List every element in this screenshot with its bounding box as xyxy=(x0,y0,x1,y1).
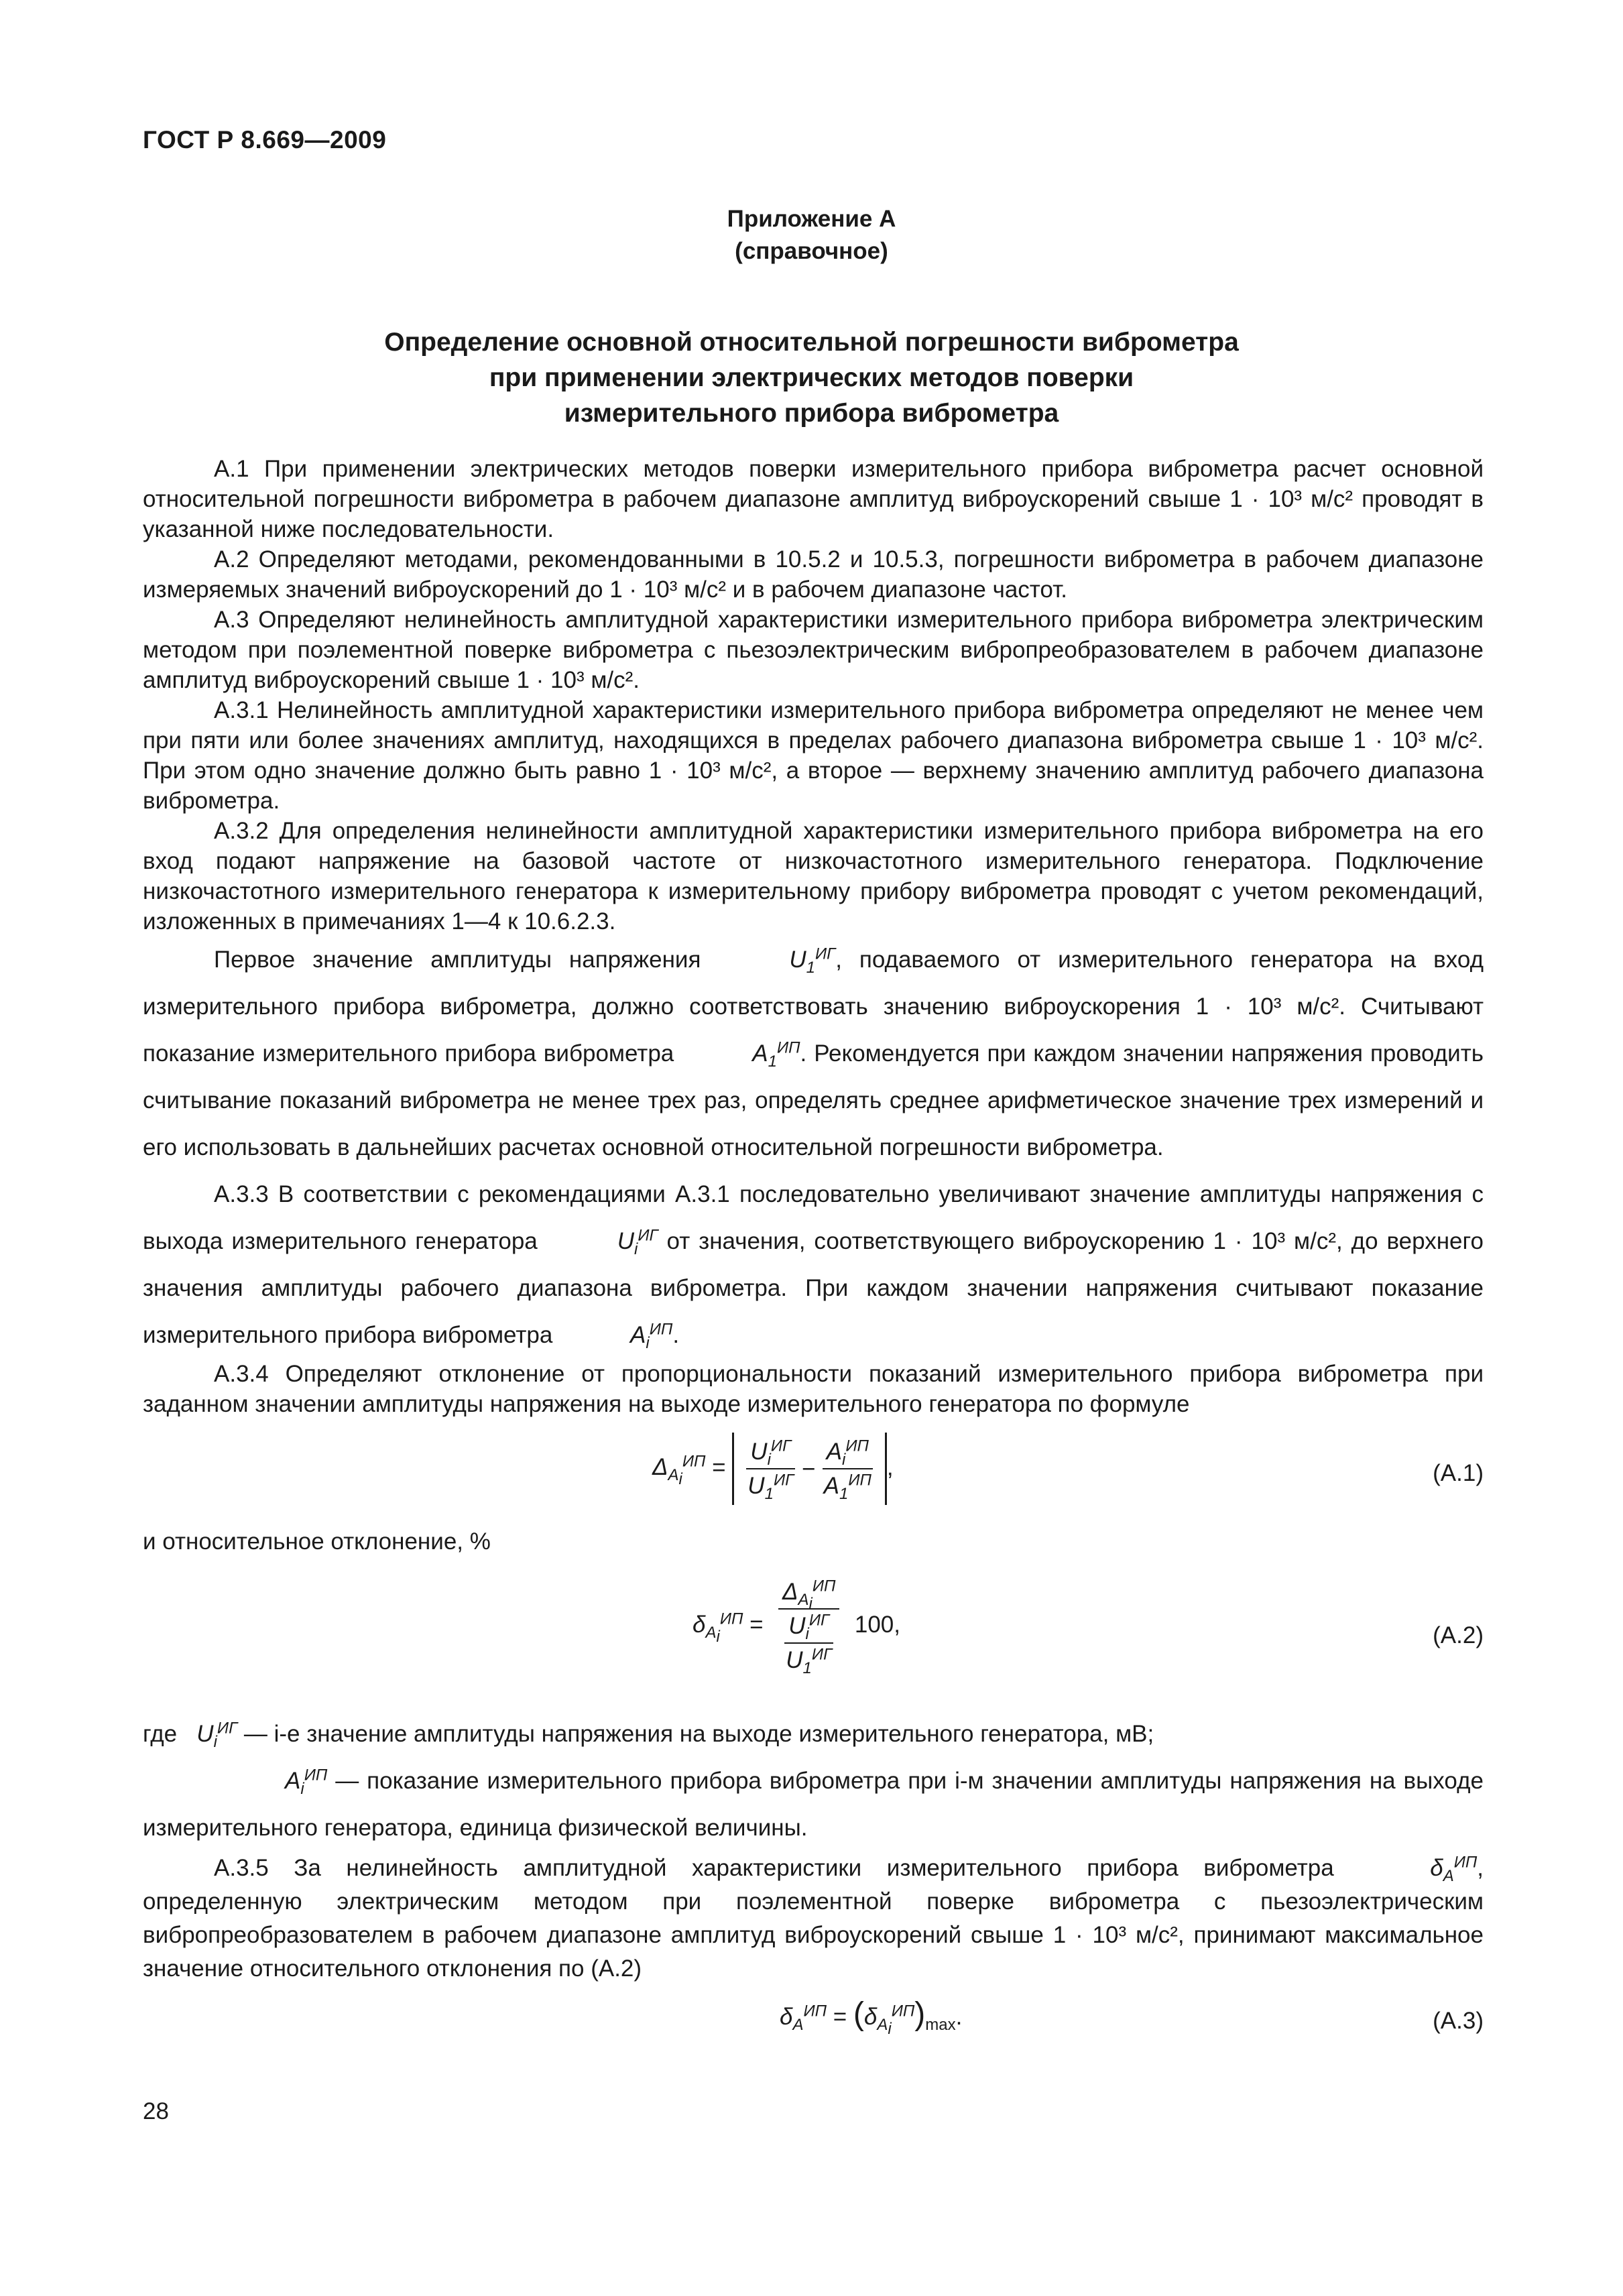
paragraph-a3-5: А.3.5 За нелинейность амплитудной характеристики измерительного прибора виброметра $\delta_A^{ИП}$, определенную электрическим методом при поэлементной поверке виброметра с пьезоэлектрическим вибропреобразователем в рабочем диапазоне амплитуд виброускорений свыше 1 · 10³ м/с², принимают максимальное значение относительного отклонения по (А.2) xyxy=(143,1853,1484,1982)
formula-a2-number: (А.2) xyxy=(1433,1622,1484,1648)
text-segment: от значения, соответствующего виброускорению 1 · 10³ м/с², до верхнего значения амплитуды рабочего диапазона виброметра. При каждом значении напряжения считывают показание измерительного прибора виброметра xyxy=(143,1228,1484,1348)
formula-a2 xyxy=(143,1557,1484,1711)
formula-a3 xyxy=(143,1986,1484,2059)
symbol-ai: $A_i^{ИП}$ xyxy=(630,1320,673,1352)
annex-line-1: Приложение А xyxy=(727,206,896,232)
formula-a3-number: (А.3) xyxy=(1433,2008,1484,2034)
where-row-1: где $U_i^{ИГ}$ — i-е значение амплитуды напряжения на выходе измерительного генератора, мВ; xyxy=(143,1719,1154,1751)
paragraph-a2: А.2 Определяют методами, рекомендованными в 10.5.2 и 10.5.3, погрешности виброметра в рабочем диапазоне измеряемых значений виброускорений до 1 · 10³ м/с² и в рабочем диапазоне частот. xyxy=(143,546,1484,603)
paragraph-a3-3: А.3.3 В соответствии с рекомендациями А.3.1 последовательно увеличивают значение амплитуды напряжения с выхода измерительного генератора $U_i^{ИГ}$ от значения, соответствующего виброускорению 1 · 10³ м/с², до верхнего значения амплитуды рабочего диапазона виброметра. При каждом значении напряжения считывают показание измерительного прибора виброметра $A_i^{ИП}$. xyxy=(143,1171,1484,1359)
paragraph-first-value xyxy=(143,936,1484,1171)
where-row-2: $A_i^{ИП}$ — показание измерительного прибора виброметра при i-м значении амплитуды напряжения на выходе измерительного генератора, единица физической величины. xyxy=(143,1766,1484,1841)
annex-line-2: (справочное) xyxy=(735,238,888,264)
paragraph-relative: и относительное отклонение, % xyxy=(143,1528,491,1555)
body-text xyxy=(143,454,1484,2059)
text-segment: А.3.3 В соответствии с рекомендациями А.3.1 последовательно увеличивают значение амплитуды напряжения с выхода измерительного генератора xyxy=(143,1181,1484,1254)
paragraph-a3-2: А.3.2 Для определения нелинейности амплитудной характеристики измерительного прибора виброметра на его вход подают напряжение на базовой частоте от низкочастотного измерительного генератора. Подключение низкочастотного измерительного генератора к измерительному прибору виброметра проводят с учетом рекомендаций, изложенных в примечаниях 1—4 к 10.6.2.3. xyxy=(143,818,1484,934)
paragraph-a3: А.3 Определяют нелинейность амплитудной характеристики измерительного прибора виброметра электрическим методом при поэлементной поверке виброметра с пьезоэлектрическим вибропреобразователем в рабочем диапазоне амплитуд виброускорений свыше 1 · 10³ м/с². xyxy=(143,607,1484,693)
annex-title xyxy=(0,324,1623,431)
symbol-ui: $U_i^{ИГ}$ xyxy=(617,1226,658,1258)
formula-a1-number: (А.1) xyxy=(1433,1460,1484,1486)
symbol-u1: $U_1^{ИГ}$ xyxy=(789,945,836,977)
text-segment: , подаваемого от измерительного генератора на вход измерительного прибора виброметра, должно соответствовать значению виброускорения 1 · 10³ м/с². Считывают показание измерительного прибора виброметра xyxy=(143,947,1484,1067)
title-line-2: при применении электрических методов поверки xyxy=(489,363,1134,392)
document-code: ГОСТ Р 8.669—2009 xyxy=(143,126,387,154)
paragraph-a3-4: А.3.4 Определяют отклонение от пропорциональности показаний измерительного прибора виброметра при заданном значении амплитуды напряжения на выходе измерительного генератора по формуле xyxy=(143,1361,1484,1417)
text-segment: Первое значение амплитуды напряжения xyxy=(214,947,701,973)
paragraph-a1: А.1 При применении электрических методов поверки измерительного прибора виброметра расчет основной относительной погрешности виброметра в рабочем диапазоне амплитуд виброускорений свыше 1 · 10³ м/с² проводят в указанной ниже последовательности. xyxy=(143,456,1484,542)
formula-a2-body: $\delta_{A_i}^{ИП}$ = $\frac{\Delta_{A_i}^{ИП}}{\frac{U_i^{ИГ}}{U_1^{ИГ}}}$ 100, xyxy=(693,1577,900,1677)
paragraph-a3-1: А.3.1 Нелинейность амплитудной характеристики измерительного прибора виброметра определяют не менее чем при пяти или более значениях амплитуд, находящихся в пределах рабочего диапазона виброметра свыше 1 · 10³ м/с². При этом одно значение должно быть равно 1 · 10³ м/с², а второе — верхнему значению амплитуд рабочего диапазона виброметра. xyxy=(143,697,1484,814)
annex-heading xyxy=(0,203,1623,267)
title-line-1: Определение основной относительной погрешности виброметра xyxy=(384,328,1239,357)
text-segment: . Рекомендуется при каждом значении напряжения проводить считывание показаний виброметра не менее трех раз, определять среднее арифметическое значение трех измерений и его использовать в дальнейших расчетах основной относительной погрешности виброметра. xyxy=(143,1040,1484,1160)
title-line-3: измерительного прибора виброметра xyxy=(564,399,1059,428)
page-number: 28 xyxy=(143,2098,169,2124)
formula-a1-body: $\Delta_{A_i}^{ИП}$ = $\frac{U_i^{ИГ}}{U_1^{ИГ}}$ − $\frac{A_i^{ИП}}{A_1^{ИП}}$ , xyxy=(652,1433,894,1505)
formula-a3-body: $\delta_A^{ИП} = (\delta_{A_i}^{ИП})_{max}$. xyxy=(780,1996,963,2038)
formula-a1 xyxy=(143,1419,1484,1526)
symbol-a1: $A_1^{ИП}$ xyxy=(752,1038,800,1071)
where-label: где xyxy=(143,1721,178,1747)
